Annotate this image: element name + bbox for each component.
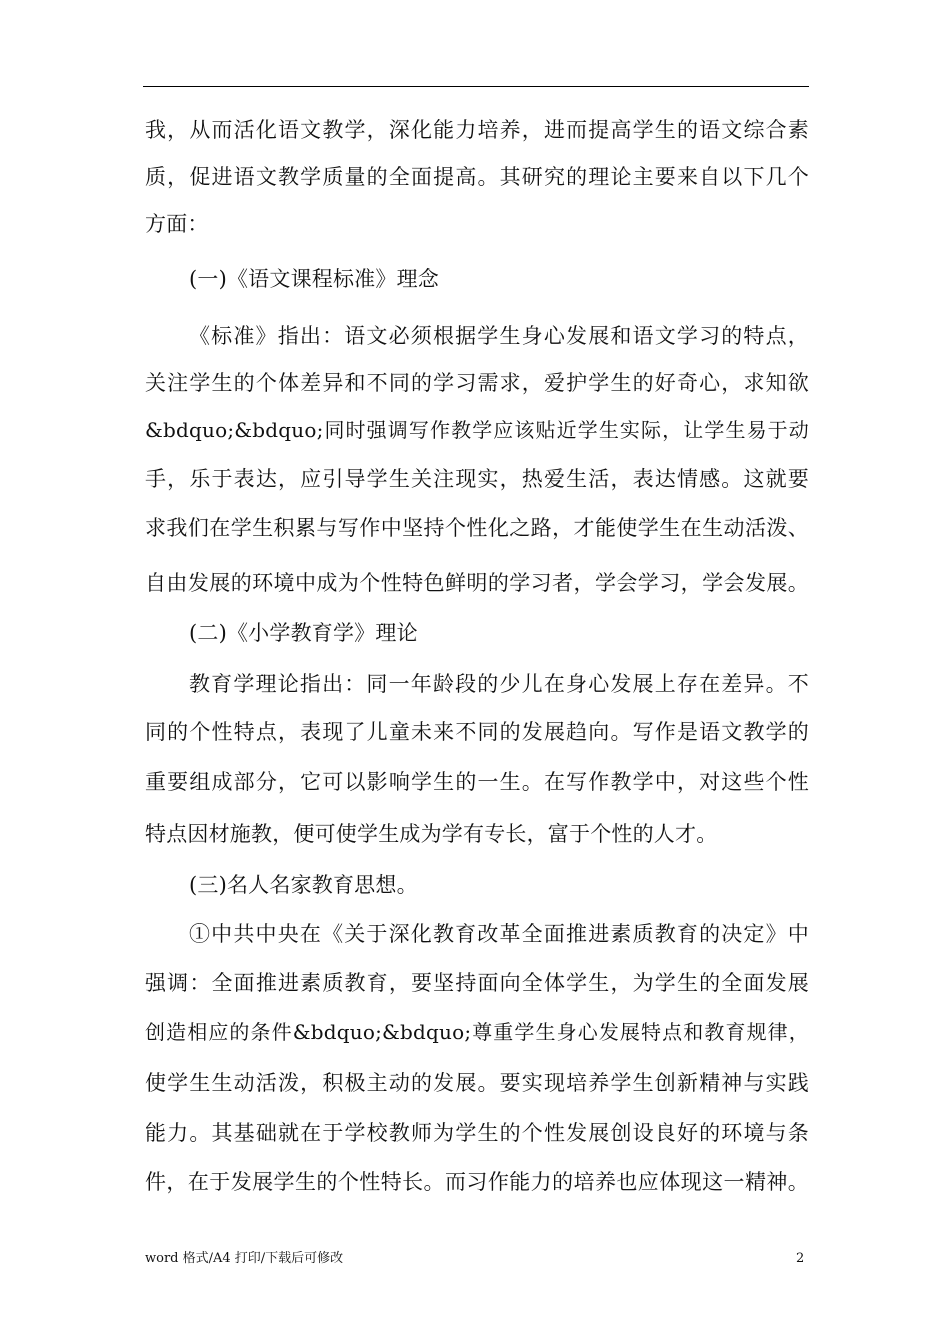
text-line: 自由发展的环境中成为个性特色鲜明的学习者，学会学习，学会发展。: [145, 571, 809, 595]
text-line: 关注学生的个体差异和不同的学习需求，爱护学生的好奇心，求知欲: [145, 371, 809, 395]
text-line: 手，乐于表达，应引导学生关注现实，热爱生活，表达情感。这就要: [145, 467, 809, 491]
text-line: 能力。其基础就在于学校教师为学生的个性发展创设良好的环境与条: [145, 1121, 809, 1145]
text-line: 我，从而活化语文教学，深化能力培养，进而提高学生的语文综合素: [145, 118, 809, 142]
text-line: 求我们在学生积累与写作中坚持个性化之路，才能使学生在生动活泼、: [145, 516, 809, 540]
text-line: 使学生生动活泼，积极主动的发展。要实现培养学生创新精神与实践: [145, 1071, 809, 1095]
text-line: 特点因材施教，便可使学生成为学有专长，富于个性的人才。: [145, 822, 718, 846]
text-line: 质，促进语文教学质量的全面提高。其研究的理论主要来自以下几个: [145, 165, 809, 189]
section-heading: (三)名人名家教育思想。: [189, 873, 418, 897]
section-heading: (二)《小学教育学》理论: [189, 621, 418, 645]
text-line: &bdquo;&bdquo;同时强调写作教学应该贴近学生实际，让学生易于动: [145, 418, 809, 442]
text-line: 同的个性特点，表现了儿童未来不同的发展趋向。写作是语文教学的: [145, 720, 809, 744]
text-line: ①中共中央在《关于深化教育改革全面推进素质教育的决定》中: [189, 922, 809, 946]
text-line: 方面：: [145, 212, 209, 236]
text-line: 《标准》指出：语文必须根据学生身心发展和语文学习的特点，: [189, 324, 809, 348]
text-line: 创造相应的条件&bdquo;&bdquo;尊重学生身心发展特点和教育规律，: [145, 1020, 809, 1044]
text-line: 强调：全面推进素质教育，要坚持面向全体学生，为学生的全面发展: [145, 971, 809, 995]
text-line: 件，在于发展学生的个性特长。而习作能力的培养也应体现这一精神。: [145, 1170, 809, 1194]
page-number: 2: [796, 1251, 805, 1266]
section-heading: (一)《语文课程标准》理念: [189, 267, 439, 291]
text-line: 教育学理论指出：同一年龄段的少儿在身心发展上存在差异。不: [189, 672, 809, 696]
footer-note: word 格式/A4 打印/下载后可修改: [145, 1251, 344, 1266]
header-rule: [143, 86, 809, 87]
text-line: 重要组成部分，它可以影响学生的一生。在写作教学中，对这些个性: [145, 770, 809, 794]
